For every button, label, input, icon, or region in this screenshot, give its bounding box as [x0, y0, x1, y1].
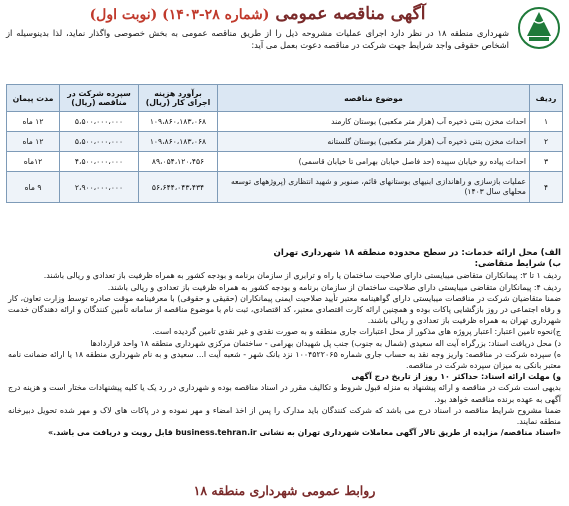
table-row — [7, 112, 563, 132]
table-row — [7, 152, 563, 172]
row-estimate: ۸۹،۰۵۴،۱۲۰،۴۵۶ — [139, 152, 218, 172]
col-deposit: سپرده شرکت در مناقصه (ریال) — [60, 85, 139, 112]
row-duration: ۱۲ ماه — [7, 112, 60, 132]
tehran-municipality-logo-icon — [517, 6, 561, 50]
row-duration: ۱۲ماه — [7, 152, 60, 172]
notice-number: (شماره ۲۸-۱۴۰۳) (نوبت اول) — [89, 7, 270, 23]
participation-terms: بدیهی است شرکت در مناقصه و ارائه پیشنهاد به منزله قبول شروط و تکالیف مقرر در اسناد مناقصه بوده و شهرداری در رد یک یا کلیه پیشنهادات مختار است و هزینه درج آگهی به عهده برنده مناقصه خواهد بود. — [8, 383, 561, 404]
row-duration: ۱۲ ماه — [7, 132, 60, 152]
table-header-row — [7, 85, 563, 112]
document-pickup-location: د) محل دریافت اسناد: بزرگراه آیت اله سعیدی (شمال به جنوب) جنب پل شهیدان بهرامی - ساختمان مرکزی شهرداری منطقه ۱۸ واحد قراردادها — [90, 338, 561, 348]
funding-method: ج)نحوه تامین اعتبار: اعتبار پروژه های مذکور از محل اعتبارات جاری منطقه و به صورت نقدی و غیر نقدی تامین گردیده است. — [152, 327, 561, 337]
row-deposit: ۴،۵۰۰،۰۰۰،۰۰۰ — [60, 152, 139, 172]
col-estimate: برآورد هزینه اجرای کار (ریال) — [139, 85, 218, 112]
condition-row-4: ردیف ۴: پیمانکاران متقاضی میبایستی دارای صلاحیت ساختمان از سازمان برنامه و بودجه کشور به همراه ظرفیت باز تعدادی و ریالی باشند. — [107, 282, 561, 292]
row-subject: احداث مخزن بتنی ذخیره آب (هزار متر مکعبی) بوستان گلستانه — [218, 132, 530, 152]
col-row: ردیف — [530, 85, 563, 112]
tender-table — [6, 84, 563, 203]
notice-intro: شهرداری منطقه ۱۸ در نظر دارد اجرای عملیات مشروحه ذیل را از طریق مناقصه عمومی به بخش خصوصی واگذار نماید، لذا بدینوسیله از اشخاص حقوقی واجد شرایط جهت شرکت در مناقصه دعوت بعمل می آید: — [6, 28, 510, 50]
notice-title-text: آگهی مناقصه عمومی — [275, 4, 426, 24]
public-relations-signature: روابط عمومی شهرداری منطقه ۱۸ — [193, 483, 376, 498]
safety-certificate-note: ضمنا متقاضیان شرکت در مناقصات میبایستی دارای گواهینامه معتبر تأیید صلاحیت ایمنی پیمانکاران (حقیقی و حقوقی) با معرفینامه موقت صادره توسط وزارت تعاون، کار و رفاه اجتماعی در روز بازگشایی پاکات بوده و همچنین ارائه کارت اقتصادی معتبر، کد اقتصادی، ثبت نام با موضوع مناقصه از سامانه تأمین کنندگان و ارائه دهندگان خدمت شهرداری تهران به همراه ظرفیت باز تعدادی و ریالی باشند. — [8, 293, 561, 326]
row-estimate: ۱۰۹،۸۶۰،۱۸۳،۰۶۸ — [139, 132, 218, 152]
service-location: الف) محل ارائه خدمات: در سطح محدوده منطقه ۱۸ شهرداری تهران — [273, 248, 561, 258]
condition-rows-1-3: ردیف ۱ تا ۳: پیمانکاران متقاضی میبایستی دارای صلاحیت ساختمان یا راه و ترابری از سازمان برنامه و بودجه کشور به همراه ظرفیت باز تعدادی و ریالی باشند. — [43, 271, 561, 281]
col-subject: موضوع مناقصه — [218, 85, 530, 112]
table-row — [7, 172, 563, 203]
row-deposit: ۵،۵۰۰،۰۰۰،۰۰۰ — [60, 132, 139, 152]
row-number: ۲ — [530, 132, 563, 152]
row-subject: احداث مخزن بتنی ذخیره آب (هزار متر مکعبی) بوستان کارمند — [218, 112, 530, 132]
row-duration: ۹ ماه — [7, 172, 60, 203]
row-estimate: ۱۰۹،۸۶۰،۱۸۳،۰۶۸ — [139, 112, 218, 132]
row-number: ۴ — [530, 172, 563, 203]
notice-body — [8, 248, 561, 438]
online-documents-note: «اسناد مناقصه/ مزایده از طریق تالار آگهی معاملات شهرداری تهران به نشانی business.tehran.ir قابل رویت و دریافت می باشد.» — [47, 428, 561, 438]
document-submission-note: ضمنا مشروح شرایط مناقصه در اسناد درج می باشد که شرکت کنندگان باید مدارک را پس از اخذ امضاء و مهر نموده و در پاکات های لاک و مهر شده تحویل دبیرخانه منطقه نمایند. — [8, 405, 561, 427]
row-subject: عملیات بازسازی و راهاندازی ابنیهای بوستانهای قائم، صنوبر و شهید انتظاری (پروژههای توسعه محلهای سال ۱۴۰۳) — [218, 172, 530, 203]
submission-deadline: و) مهلت ارائه اسناد: حداکثر ۱۰ روز از تاریخ درج آگهی — [351, 372, 561, 382]
table-row — [7, 132, 563, 152]
row-number: ۱ — [530, 112, 563, 132]
tender-deposit: ه) سپرده شرکت در مناقصه: واریز وجه نقد به حساب جاری شماره ۱۰۰۴۵۲۲۰۶۵ نزد بانک شهر - شعبه آیت ا... سعیدی و به نام شهرداری منطقه ۱۸ یا ارائه ضمانت نامه معتبر بانکی به میزان سپرده شرکت در مناقصه. — [8, 349, 561, 371]
row-deposit: ۵،۵۰۰،۰۰۰،۰۰۰ — [60, 112, 139, 132]
applicant-conditions-heading: ب) شرایط متقاضی: — [474, 259, 561, 270]
row-deposit: ۲،۹۰۰،۰۰۰،۰۰۰ — [60, 172, 139, 203]
row-subject: احداث پیاده رو خیابان سپیده (حد فاصل خیابان بهرامی تا خیابان قاسمی) — [218, 152, 530, 172]
col-duration: مدت پیمان — [7, 85, 60, 112]
row-estimate: ۵۶،۶۴۴،۰۴۳،۴۳۴ — [139, 172, 218, 203]
row-number: ۳ — [530, 152, 563, 172]
notice-title — [6, 4, 509, 26]
